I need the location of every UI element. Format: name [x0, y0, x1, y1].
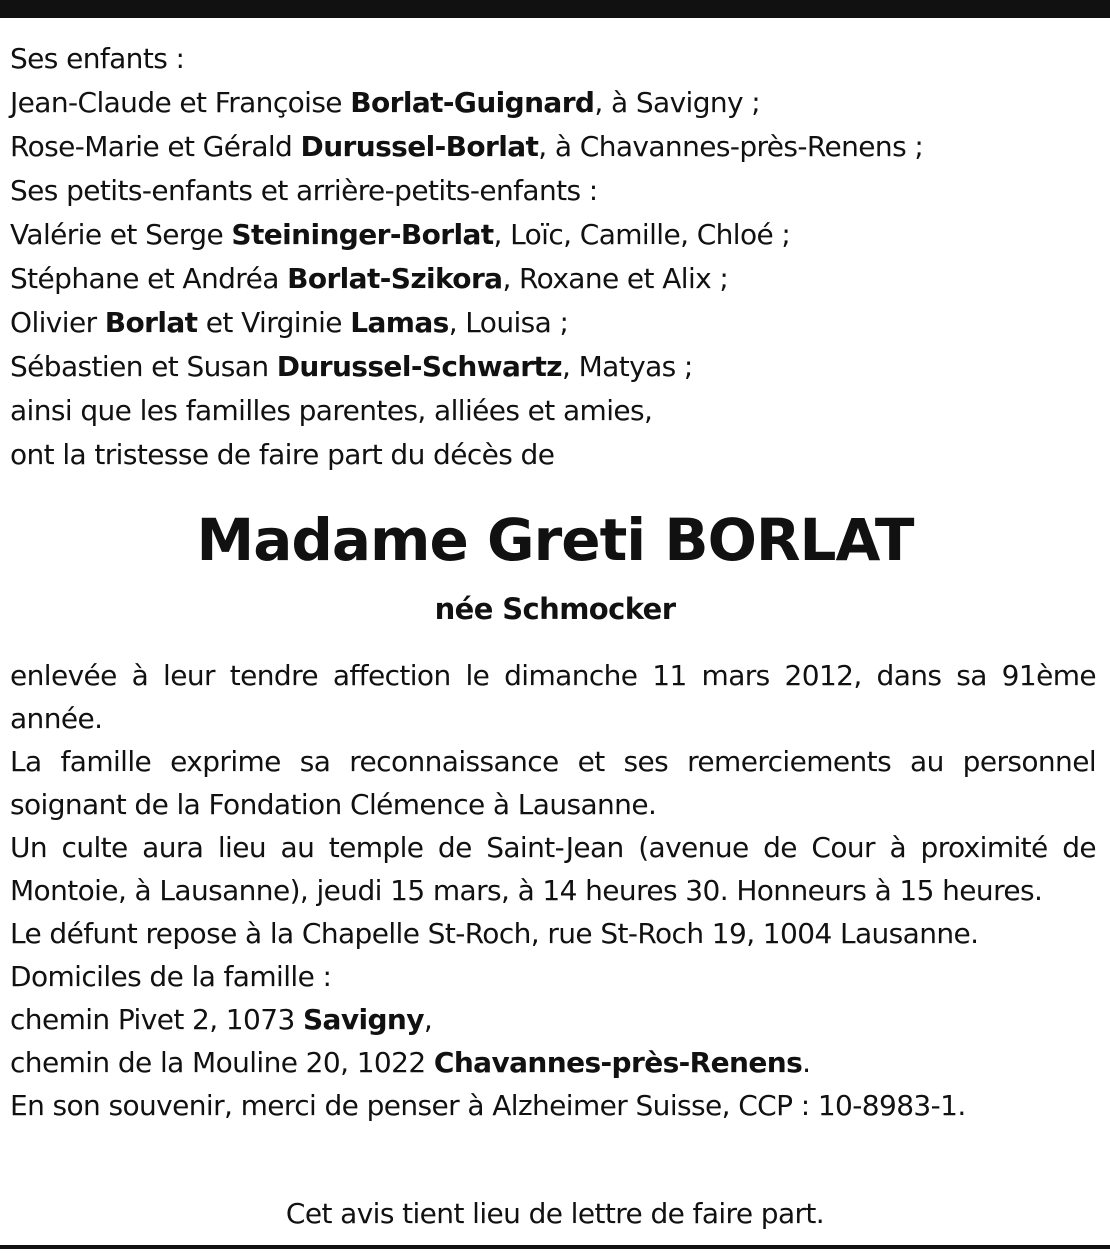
closing-note: Cet avis tient lieu de lettre de faire part. — [285, 1197, 825, 1230]
maiden-name: née Schmocker — [434, 592, 676, 626]
family-line-durussel-schwartz: Sébastien et Susan Durussel-Schwartz, Matyas ; — [10, 350, 693, 383]
repose-paragraph: Le défunt repose à la Chapelle St-Roch, rue St-Roch 19, 1004 Lausanne. — [10, 917, 979, 950]
family-line-steininger-borlat: Valérie et Serge Steininger-Borlat, Loïc, Camille, Chloé ; — [10, 218, 791, 251]
family-name: Borlat-Guignard — [350, 86, 595, 119]
children-intro: Ses enfants : — [10, 42, 185, 75]
town-name: Chavannes-près-Renens — [433, 1046, 803, 1079]
announcement-line: ont la tristesse de faire part du décès de — [10, 438, 555, 471]
passing-paragraph: enlevée à leur tendre affection le dimanche 11 mars 2012, dans sa 91ème année. — [10, 659, 1096, 735]
address-chavannes: chemin de la Mouline 20, 1022 Chavannes-près-Renens. — [10, 1046, 811, 1079]
family-name: Steininger-Borlat — [231, 218, 494, 251]
address-savigny: chemin Pivet 2, 1073 Savigny, — [10, 1003, 433, 1036]
family-name: Borlat-Szikora — [287, 262, 503, 295]
extended-family-line: ainsi que les familles parentes, alliées et amies, — [10, 394, 653, 427]
top-rule — [0, 0, 1110, 18]
domiciles-heading: Domiciles de la famille : — [10, 960, 332, 993]
thanks-paragraph: La famille exprime sa reconnaissance et ses remerciements au personnel soignant de la Fondation Clémence à Lausanne. — [10, 745, 1096, 821]
town-name: Savigny — [302, 1003, 424, 1036]
family-name: Durussel-Schwartz — [276, 350, 562, 383]
deceased-name: Madame Greti BORLAT — [196, 506, 914, 574]
details-text — [10, 654, 1096, 1127]
family-line-borlat-lamas: Olivier Borlat et Virginie Lamas, Louisa ; — [10, 306, 569, 339]
family-line-borlat-guignard: Jean-Claude et Françoise Borlat-Guignard, à Savigny ; — [10, 86, 761, 119]
family-name: Lamas — [350, 306, 449, 339]
grandchildren-intro: Ses petits-enfants et arrière-petits-enfants : — [10, 174, 598, 207]
family-line-borlat-szikora: Stéphane et Andréa Borlat-Szikora, Roxane et Alix ; — [10, 262, 729, 295]
family-line-durussel-borlat: Rose-Marie et Gérald Durussel-Borlat, à Chavannes-près-Renens ; — [10, 130, 924, 163]
family-name: Durussel-Borlat — [300, 130, 539, 163]
family-name: Borlat — [104, 306, 198, 339]
service-paragraph: Un culte aura lieu au temple de Saint-Jean (avenue de Cour à proximité de Montoie, à Lausanne), jeudi 15 mars, à 14 heures 30. Honneurs à 15 heures. — [10, 831, 1096, 907]
bottom-rule — [0, 1245, 1110, 1249]
donation-paragraph: En son souvenir, merci de penser à Alzheimer Suisse, CCP : 10-8983-1. — [10, 1089, 966, 1122]
family-announcement — [10, 37, 1100, 477]
